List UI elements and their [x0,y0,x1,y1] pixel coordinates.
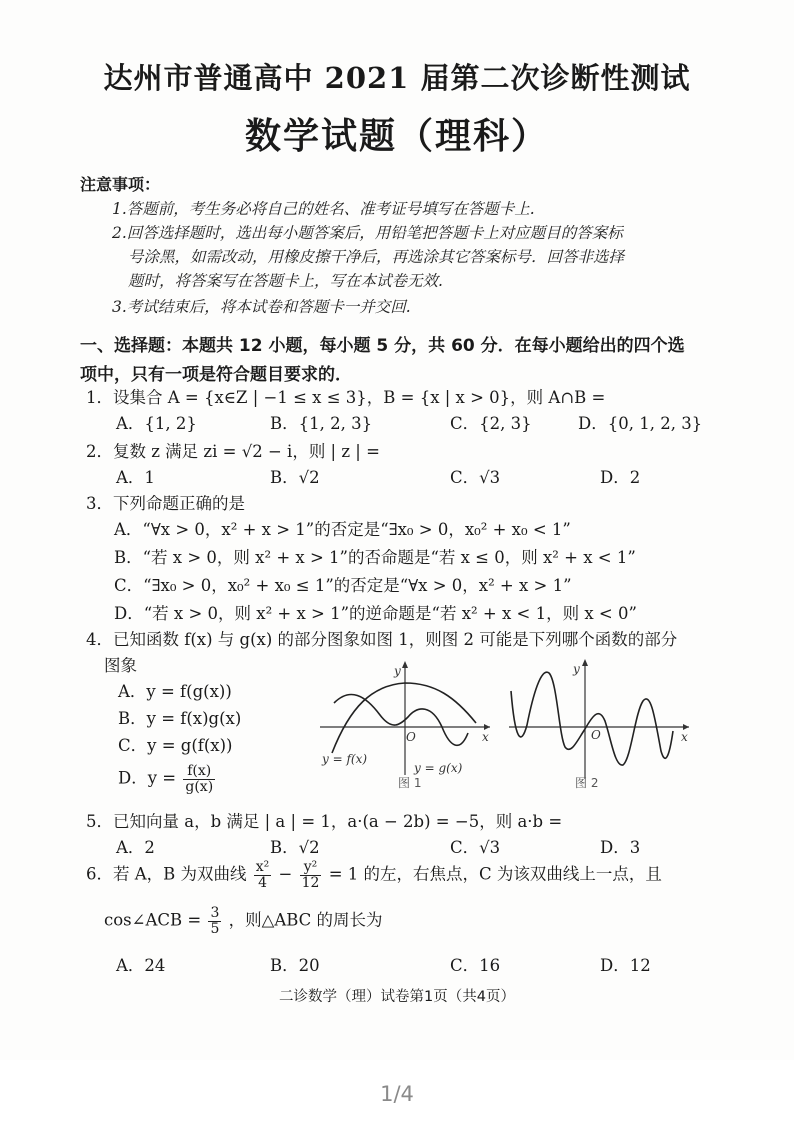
q4d-numerator: f(x) [183,764,215,780]
question-1-stem: 1．设集合 A = {x∈Z | −1 ≤ x ≤ 3}，B = {x | x > 0}，则 A∩B = [86,388,606,407]
q4-option-d-fraction [183,764,215,794]
note-line-5: 3.考试结束后，将本试卷和答题卡一并交回. [112,298,411,316]
q4-option-d-prefix: D．y = [118,768,177,788]
q6-minus: − [278,864,293,884]
q5-option-b: B．√2 [270,838,320,857]
q6-option-d: D．12 [600,956,651,975]
exam-subtitle: 数学试题（理科） [244,115,549,157]
question-4-stem: 4．已知函数 f(x) 与 g(x) 的部分图象如图 1，则图 2 可能是下列哪个函数的部分 [86,630,678,649]
q1-option-d: D．{0, 1, 2, 3} [578,414,703,433]
q6-option-a: A．24 [116,956,166,975]
question-4-stem-cont: 图象 [104,656,137,675]
fig1-caption: 图 1 [398,776,422,790]
note-line-1: 1.答题前，考生务必将自己的姓名、准考证号填写在答题卡上. [112,200,535,218]
q5-option-a: A．2 [116,838,155,857]
q1-option-c: C．{2, 3} [450,414,532,433]
fig2-x-label: x [681,730,688,744]
question-6-stem [86,860,662,890]
q4-option-d [118,764,217,794]
note-line-4: 题时，将答案写在答题卡上，写在本试卷无效. [128,272,443,290]
note-line-2: 2.回答选择题时，选出每小题答案后，用铅笔把答题卡上对应题目的答案标 [112,224,623,242]
q6-line2-part-b: ，则△ABC 的周长为 [228,910,383,930]
q5-option-c: C．√3 [450,838,501,857]
q6-frac-cos-den: 5 [210,920,220,937]
q5-option-d: D．3 [600,838,641,857]
q6-stem-part-b: = 1 的左，右焦点，C 为该双曲线上一点，且 [328,864,662,884]
page-indicator: 1/4 [380,1082,414,1106]
q6-frac-x-num: x² [255,859,270,875]
q3-option-d: D．“若 x > 0，则 x² + x > 1”的逆命题是“若 x² + x < 1，则 x < 0” [114,604,637,623]
q4-option-b: B．y = f(x)g(x) [118,709,242,728]
section-heading: 一、选择题：本题共 12 小题，每小题 5 分，共 60 分．在每小题给出的四个选项中，只有一项是符合题目要求的． [80,336,685,385]
q6-frac-cos-num: 3 [210,905,220,921]
notes-heading: 注意事项： [80,175,161,194]
fig2-curve [511,672,673,765]
question-5-stem: 5．已知向量 a，b 满足 | a | = 1，a·(a − 2b) = −5，则 a·b = [86,812,563,831]
q2-option-c: C．√3 [450,468,501,487]
q6-frac-x [254,860,272,890]
q6-option-c: C．16 [450,956,501,975]
q4-option-a: A．y = f(g(x)) [118,682,232,701]
fig1-y-arrow [402,661,408,668]
q3-option-b: B．“若 x > 0，则 x² + x > 1”的否命题是“若 x ≤ 0，则 x² + x < 1” [114,548,636,567]
question-3-stem: 3．下列命题正确的是 [86,494,245,513]
question-2-stem: 2．复数 z 满足 zi = √2 − i，则 | z | = [86,442,380,461]
fig1-origin-label: O [406,730,416,744]
q2-option-a: A．1 [116,468,155,487]
exam-title: 达州市普通高中 2021 届第二次诊断性测试 [103,61,691,95]
q6-frac-cos [208,906,221,936]
fig1-label-f: y = f(x) [322,752,368,766]
q3-option-a: A．“∀x > 0，x² + x > 1”的否定是“∃x₀ > 0，x₀² + x₀ < 1” [114,520,571,539]
fig2-caption: 图 2 [575,776,599,790]
q6-frac-y-num: y² [300,860,322,876]
q6-frac-y-den: 12 [301,874,320,891]
note-line-3: 号涂黑，如需改动，用橡皮擦干净后，再选涂其它答案标号．回答非选择 [128,248,625,266]
q1-option-a: A．{1, 2} [116,414,197,433]
fig1-curve-f [332,683,476,753]
q1-option-b: B．{1, 2, 3} [270,414,373,433]
q2-option-b: B．√2 [270,468,320,487]
q6-line2-part-a: cos∠ACB = [104,910,202,930]
fig2-y-arrow [582,659,588,666]
fig1-curve-g [334,694,468,745]
q6-frac-y [300,860,322,890]
fig1-x-label: x [482,730,489,744]
q2-option-d: D．2 [600,468,641,487]
fig2-y-label: y [573,662,580,676]
fig2-origin-label: O [591,728,601,742]
fig1-label-g: y = g(x) [414,761,463,775]
q6-option-b: B．20 [270,956,320,975]
q3-option-c: C．“∃x₀ > 0，x₀² + x₀ ≤ 1”的否定是“∀x > 0，x² + x > 1” [114,576,572,595]
question-6-stem-line2 [104,906,383,936]
q6-frac-x-den: 4 [258,874,267,891]
page-footer: 二诊数学（理）试卷第1页（共4页） [279,989,515,1005]
q4-option-c: C．y = g(f(x)) [118,736,233,755]
q4d-denominator: g(x) [185,778,214,795]
q6-stem-part-a: 6．若 A，B 为双曲线 [86,864,247,884]
figure-1 [310,655,495,790]
fig1-y-label: y [394,664,401,678]
figure-2 [505,655,695,790]
